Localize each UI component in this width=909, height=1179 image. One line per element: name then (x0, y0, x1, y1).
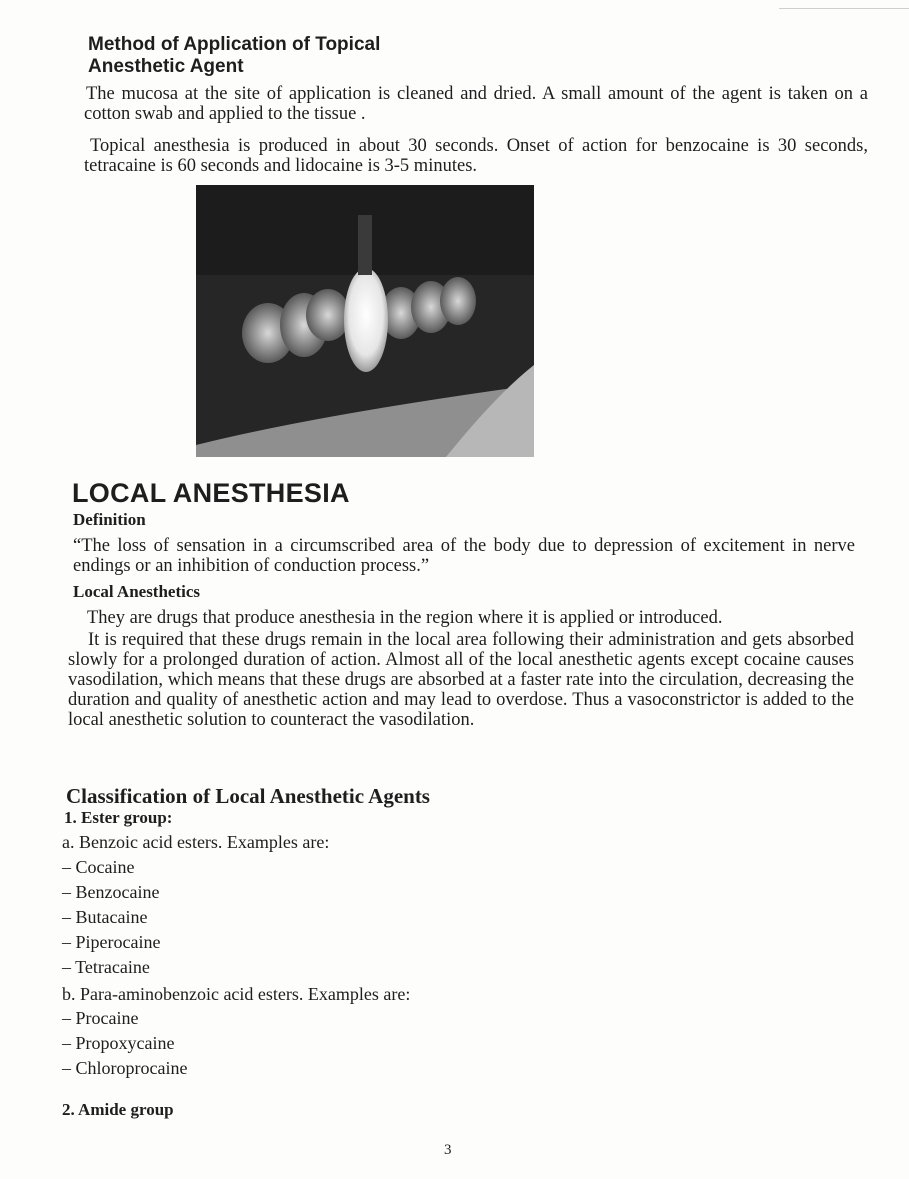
para-aminobenzoic-esters-list (62, 1006, 187, 1081)
benzoic-acid-esters-list (62, 855, 160, 980)
list-item: – Procaine (62, 1008, 139, 1028)
list-item: – Butacaine (62, 907, 148, 927)
para-aminobenzoic-esters-label: b. Para-aminobenzoic acid esters. Examples are: (62, 984, 411, 1004)
list-item: – Cocaine (62, 857, 135, 877)
list-item: – Chloroprocaine (62, 1058, 188, 1078)
list-item: – Piperocaine (62, 932, 161, 952)
topical-heading-line2: Anesthetic Agent (88, 56, 244, 77)
definition-heading: Definition (73, 510, 146, 529)
topical-paragraph-2: Topical anesthesia is produced in about 30 seconds. Onset of action for benzocaine is 30 seconds, tetracaine is 60 seconds and lidocaine is 3-5 minutes. (84, 136, 868, 176)
list-item: – Benzocaine (62, 882, 160, 902)
list-item: – Propoxycaine (62, 1033, 175, 1053)
page-number: 3 (444, 1142, 452, 1158)
topical-application-photo (196, 185, 534, 457)
local-anesthesia-title: LOCAL ANESTHESIA (72, 478, 350, 508)
amide-group-heading: 2. Amide group (62, 1100, 174, 1119)
definition-text: “The loss of sensation in a circumscribed area of the body due to depression of excitement in nerve endings or an inhibition of conduction process.” (73, 536, 855, 576)
topical-paragraph-1: The mucosa at the site of application is cleaned and dried. A small amount of the agent is taken on a cotton swab and applied to the tissue . (84, 84, 868, 124)
scan-edge-line (779, 8, 909, 9)
local-anesthetics-paragraph-1: They are drugs that produce anesthesia in the region where it is applied or introduced. (87, 608, 723, 628)
benzoic-acid-esters-label: a. Benzoic acid esters. Examples are: (62, 832, 330, 852)
ester-group-heading: 1. Ester group: (64, 808, 173, 827)
topical-heading-line1: Method of Application of Topical (88, 34, 381, 55)
local-anesthetics-heading: Local Anesthetics (73, 582, 201, 601)
classification-heading: Classification of Local Anesthetic Agents (66, 784, 430, 808)
list-item: – Tetracaine (62, 957, 150, 977)
local-anesthetics-paragraph-2: It is required that these drugs remain in the local area following their administration and gets absorbed slowly for a prolonged duration of action. Almost all of the local anesthetic agents except cocaine causes vasodilation, which means that these drugs are absorbed at a faster rate into the circulation, decreasing the duration and quality of anesthetic action and may lead to overdose. Thus a vasoconstrictor is added to the local anesthetic solution to counteract the vasodilation. (68, 630, 854, 730)
cotton-swab-photo-graphic (196, 185, 534, 457)
